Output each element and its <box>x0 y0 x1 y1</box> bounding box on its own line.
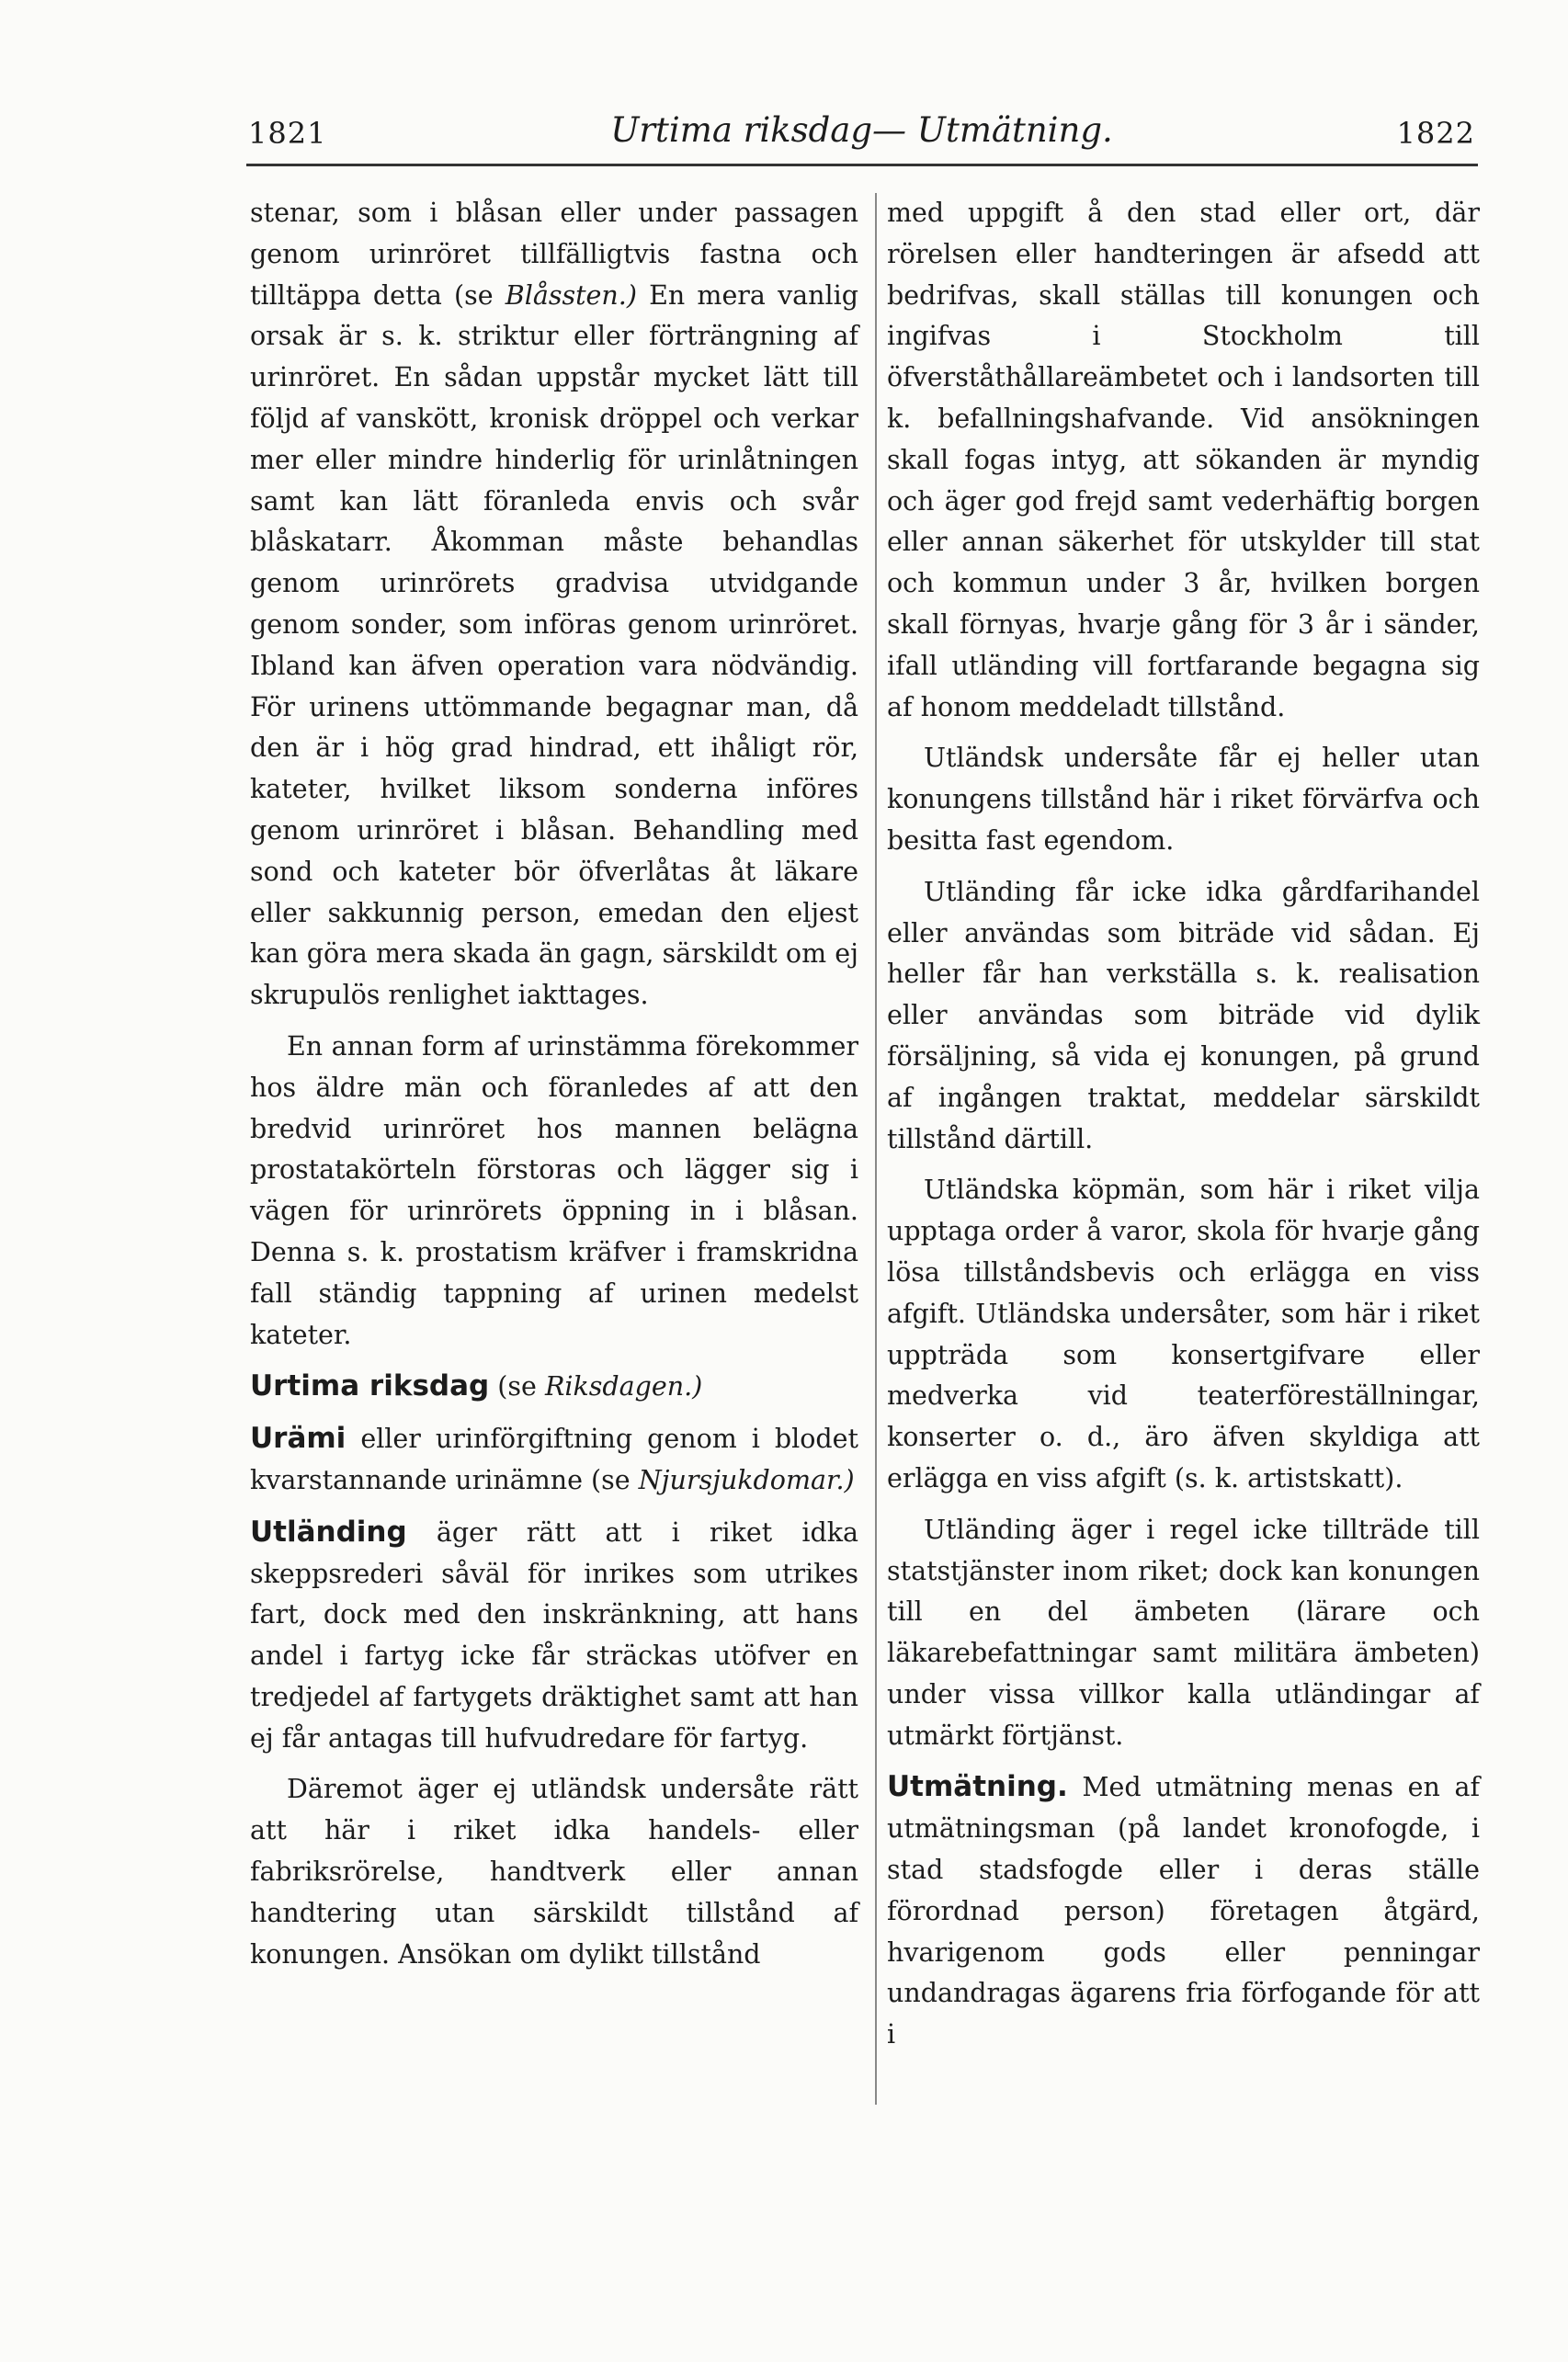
paragraph: En annan form af urinstämma förekommer hos äldre män och föranledes af att den bredvid urinröret hos mannen belägna prostatakörteln förstoras och lägger sig i vägen för urinrörets öppning in i blåsan. Denna s. k. prostatism kräfver i framskridna fall ständig tappning af urinen medelst kateter. <box>250 1030 858 1350</box>
paragraph: med uppgift å den stad eller ort, där rörelsen eller handteringen är afsedd att bedrifvas, skall ställas till konungen och ingifvas i Stockholm till öfverståthållareämbetet och i landsorten till k. befallningshafvande. Vid ansökningen skall fogas intyg, att sökanden är myndig och äger god frejd samt vederhäftig borgen eller annan säkerhet för utskylder till stat och kommun under 3 år, hvilken borgen skall förnyas, hvarje gång för 3 år i sänder, ifall utländing vill fortfarande begagna sig af honom meddeladt tillstånd. <box>887 198 1480 722</box>
paragraph: Utländsk undersåte får ej heller utan konungens tillstånd här i riket förvärfva och besitta fast egendom. <box>887 743 1480 856</box>
page-header <box>248 110 1475 165</box>
left-page-number: 1821 <box>248 116 327 151</box>
entry-utlaending: Utländing äger rätt att i riket idka skeppsrederi såväl för inrikes som utrikes fart, dock med den inskränkning, att hans andel i fartyg icke får sträckas utöfver en tredjedel af fartygets dräktighet samt att han ej får antagas till hufvudredare för fartyg. <box>250 1515 858 1754</box>
paragraph: Utländska köpmän, som här i riket vilja upptaga order å varor, skola för hvarje gång lösa tillståndsbevis och erlägga en viss afgift. Utländska undersåter, som här i riket uppträda som konsertgifvare eller medverka vid teaterföreställningar, konserter o. d., äro äfven skyldiga att erlägga en viss afgift (s. k. artistskatt). <box>887 1175 1480 1493</box>
entry-urtima-riksdag: Urtima riksdag (se Riksdagen.) <box>250 1369 703 1403</box>
cross-reference: Njursjukdomar.) <box>638 1464 855 1495</box>
headword: Urämi <box>250 1422 347 1456</box>
running-title: Urtima riksdag— Utmätning. <box>610 110 1113 150</box>
right-column <box>887 193 1480 2066</box>
column-divider <box>875 193 877 2105</box>
paragraph: Utländing äger i regel icke tillträde till statstjänster inom riket; dock kan konungen till en del ämbeten (lärare och läkarebefattningar samt militära ämbeten) under vissa villkor kalla utländingar af utmärkt förtjänst. <box>887 1514 1480 1751</box>
cross-reference: Blåssten.) <box>505 279 637 311</box>
entry-uraemi: Urämi eller urinförgiftning genom i blodet kvarstannande urinämne (se Njursjukdomar.) <box>250 1422 858 1495</box>
headword: Utmätning. <box>887 1770 1068 1804</box>
left-column <box>250 193 858 1985</box>
paragraph: Däremot äger ej utländsk undersåte rätt att här i riket idka handels- eller fabriksrörelse, handtverk eller annan handtering utan särskildt tillstånd af konungen. Ansökan om dylikt tillstånd <box>250 1774 858 1970</box>
paragraph: stenar, som i blåsan eller under passagen genom urinröret tillfälligtvis fastna och tilltäppa detta (se Blåssten.) En mera vanlig orsak är s. k. striktur eller förträngning af urinröret. En sådan uppstår mycket lätt till följd af vanskött, kronisk dröppel och verkar mer eller mindre hinderlig för urinlåtningen samt kan lätt föranleda envis och svår blåskatarr. Åkomman måste behandlas genom urinrörets gradvisa utvidgande genom sonder, som införas genom urinröret. Ibland kan äfven operation vara nödvändig. För urinens uttömmande begagnar man, då den är i hög grad hindrad, ett ihåligt rör, kateter, hvilket liksom sonderna införes genom urinröret i blåsan. Behandling med sond och kateter bör öfverlåtas åt läkare eller sakkunnig person, emedan den eljest kan göra mera skada än gagn, särskildt om ej skrupulös renlighet iakttages. <box>250 198 858 1011</box>
cross-reference: Riksdagen.) <box>544 1371 703 1402</box>
entry-utmaetning: Utmätning. Med utmätning menas en af utmätningsman (på landet kronofogde, i stad stadsfogde eller i deras ställe förordnad person) företagen åtgärd, hvarigenom gods eller penningar undandragas ägarens fria förfogande för att i <box>887 1770 1480 2050</box>
headword: Urtima riksdag <box>250 1369 490 1403</box>
paragraph: Utländing får icke idka gårdfarihandel eller användas som biträde vid sådan. Ej heller får han verkställa s. k. realisation eller användas som biträde vid dylik försäljning, så vida ej konungen, på grund af ingången traktat, meddelar särskildt tillstånd därtill. <box>887 876 1480 1154</box>
header-rule <box>246 164 1478 166</box>
headword: Utländing <box>250 1515 407 1549</box>
right-page-number: 1822 <box>1396 116 1475 151</box>
